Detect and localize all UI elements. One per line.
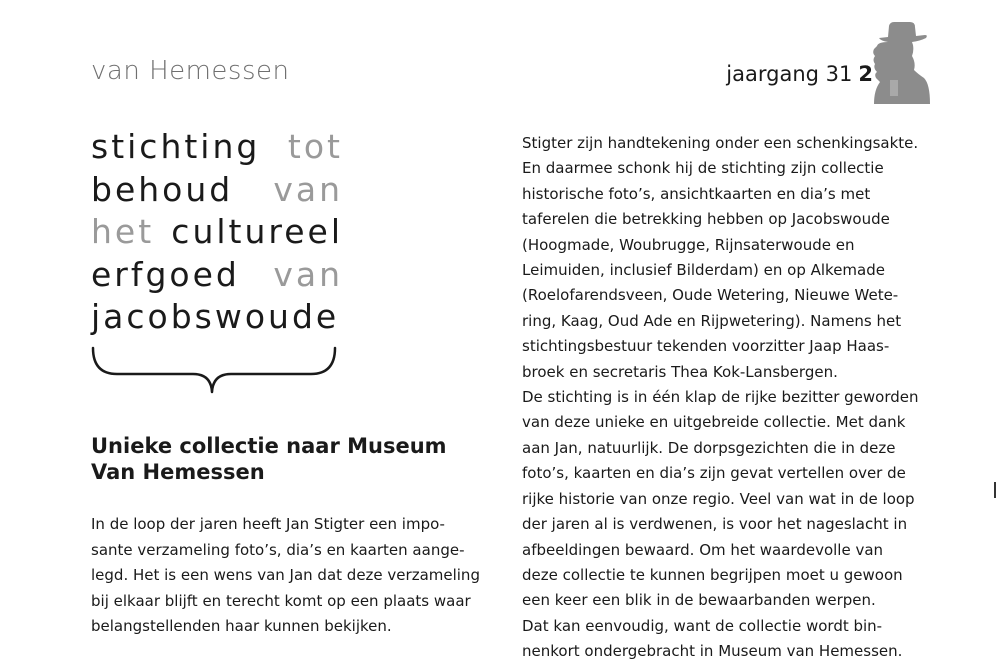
- text-line: rijke historie van onze regio. Veel van wat in de loop: [522, 489, 915, 508]
- man-with-hat-silhouette-icon: [868, 18, 930, 104]
- volume-label: jaargang 31: [726, 62, 853, 86]
- text-line: Leimuiden, inclusief Bilderdam) en op Alkemade: [522, 261, 885, 280]
- masthead-word: het: [91, 212, 155, 251]
- text-line: een keer een blik in de bewaarbanden werpen.: [522, 591, 876, 610]
- text-line: afbeeldingen bewaard. Om het waardevolle van: [522, 540, 884, 559]
- masthead-row: [91, 211, 343, 254]
- article-body-right: [522, 131, 917, 665]
- masthead-word: behoud: [91, 169, 234, 209]
- text-line: ring, Kaag, Oud Ade en Rijpwetering). Namens het: [522, 311, 902, 330]
- masthead-word: tot: [287, 127, 343, 166]
- text-line: De stichting is in één klap de rijke bezitter geworden: [522, 388, 919, 407]
- text-line: der jaren al is verdwenen, is voor het nageslacht in: [522, 515, 908, 534]
- header-section-title: van Hemessen: [91, 56, 290, 86]
- article-heading: Unieke collectie naar Museum Van Hemessen: [91, 434, 447, 484]
- text-line: stichtingsbestuur tekenden voorzitter Jaap Haas-: [522, 337, 890, 356]
- text-line: foto’s, kaarten en dia’s zijn gevat vertellen over de: [522, 464, 906, 483]
- curly-brace-icon: [89, 344, 339, 396]
- text-line: taferelen die betrekking hebben op Jacobswoude: [522, 210, 890, 229]
- text-line: In de loop der jaren heeft Jan Stigter een impo-: [91, 515, 445, 533]
- masthead-word: van: [273, 254, 343, 294]
- masthead-row: [91, 254, 343, 297]
- text-line: van deze unieke en uitgebreide collectie. Met dank: [522, 413, 906, 432]
- text-line: Stigter zijn handtekening onder een schenkingsakte.: [522, 134, 919, 152]
- masthead-word: cultureel: [171, 212, 343, 251]
- masthead-logo: [91, 126, 343, 339]
- masthead-word: stichting: [91, 127, 261, 166]
- page-number: 2: [858, 62, 873, 86]
- text-line: legd. Het is een wens van Jan dat deze verzameling: [91, 566, 480, 584]
- masthead-word: jacobswoude: [91, 297, 340, 336]
- page-edge-mark: [994, 482, 996, 498]
- text-line: Dat kan eenvoudig, want de collectie wordt bin-: [522, 616, 883, 635]
- text-line: historische foto’s, ansichtkaarten en dia’s met: [522, 184, 871, 203]
- masthead-row: [91, 169, 343, 212]
- text-line: (Roelofarendsveen, Oude Wetering, Nieuwe Wete-: [522, 286, 899, 305]
- text-line: nenkort ondergebracht in Museum van Hemessen.: [522, 642, 903, 661]
- masthead-word: van: [273, 169, 343, 209]
- masthead-word: erfgoed: [91, 254, 240, 294]
- header-volume-info: [726, 62, 873, 86]
- text-line: aan Jan, natuurlijk. De dorpsgezichten die in deze: [522, 438, 896, 457]
- text-line: bij elkaar blijft en terecht komt op een plaats waar: [91, 591, 471, 610]
- text-line: En daarmee schonk hij de stichting zijn collectie: [522, 159, 884, 178]
- text-line: sante verzameling foto’s, dia’s en kaarten aange-: [91, 540, 465, 559]
- masthead-row: [91, 126, 343, 169]
- text-line: belangstellenden haar kunnen bekijken.: [91, 617, 392, 635]
- article-body-left: [91, 512, 483, 640]
- text-line: broek en secretaris Thea Kok-Lansbergen.: [522, 362, 838, 381]
- masthead-row: [91, 296, 343, 339]
- text-line: deze collectie te kunnen begrijpen moet u gewoon: [522, 565, 903, 584]
- text-line: (Hoogmade, Woubrugge, Rijnsaterwoude en: [522, 235, 855, 254]
